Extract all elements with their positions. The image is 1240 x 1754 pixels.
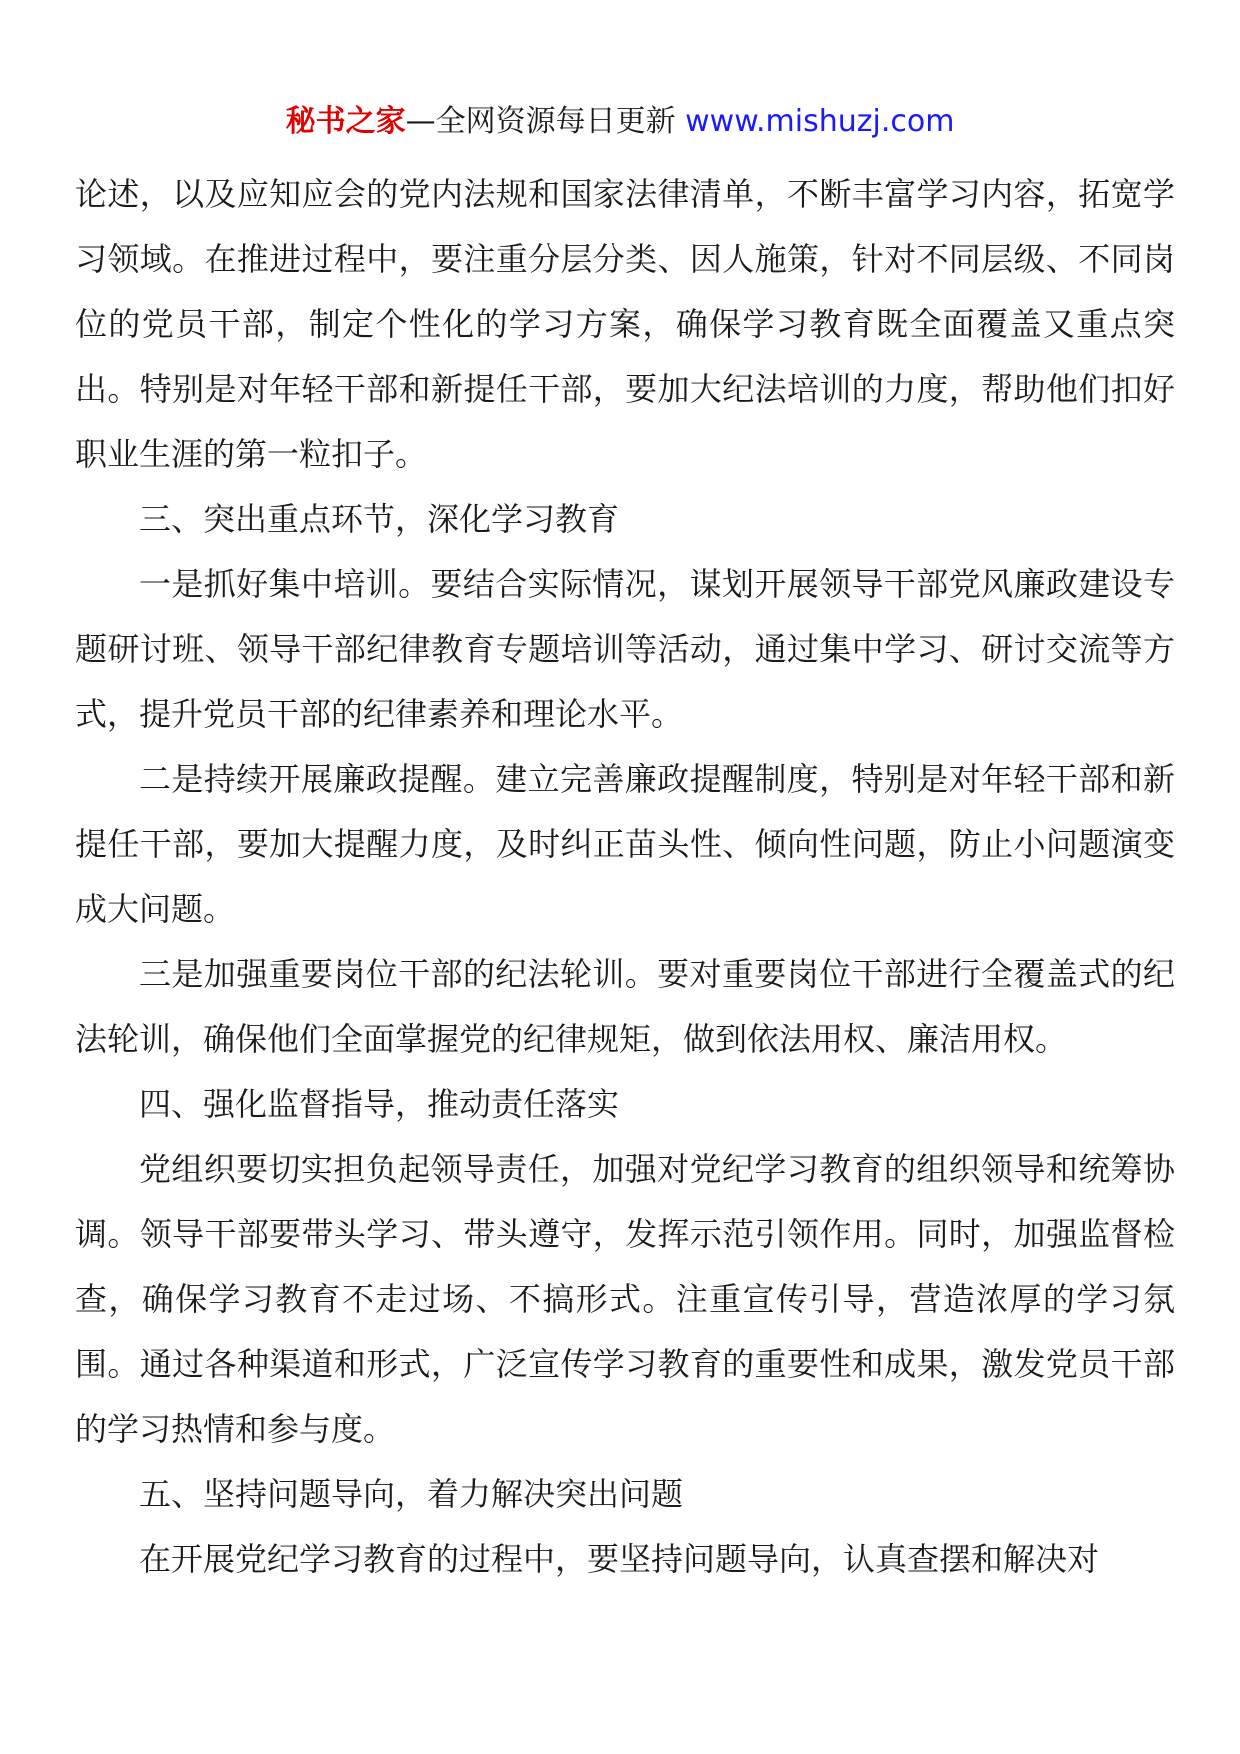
section-heading: 三、突出重点环节，深化学习教育 xyxy=(139,500,620,538)
paragraph: 在开展党纪学习教育的过程中，要坚持问题导向，认真查摆和解决对 xyxy=(139,1540,1100,1578)
paragraph: 一是抓好集中培训。要结合实际情况，谋划开展领导干部党风廉政建设专题研讨班、领导干部纪律教育专题培训等活动，通过集中学习、研讨交流等方式，提升党员干部的纪律素养和理论水平。 xyxy=(75,565,1175,733)
section-heading: 四、强化监督指导，推动责任落实 xyxy=(139,1085,620,1123)
brand-name: 秘书之家 xyxy=(285,104,406,139)
paragraph: 二是持续开展廉政提醒。建立完善廉政提醒制度，特别是对年轻干部和新提任干部，要加大提醒力度，及时纠正苗头性、倾向性问题，防止小问题演变成大问题。 xyxy=(75,760,1175,928)
paragraph: 三是加强重要岗位干部的纪法轮训。要对重要岗位干部进行全覆盖式的纪法轮训，确保他们全面掌握党的纪律规矩，做到依法用权、廉洁用权。 xyxy=(75,955,1175,1058)
header-slogan: —全网资源每日更新 xyxy=(405,104,686,139)
paragraph: 党组织要切实担负起领导责任，加强对党纪学习教育的组织领导和统筹协调。领导干部要带头学习、带头遵守，发挥示范引领作用。同时，加强监督检查，确保学习教育不走过场、不搞形式。注重宣传引导，营造浓厚的学习氛围。通过各种渠道和形式，广泛宣传学习教育的重要性和成果，激发党员干部的学习热情和参与度。 xyxy=(75,1150,1175,1448)
site-url[interactable]: www.mishuzj.com xyxy=(685,104,955,139)
paragraph: 论述，以及应知应会的党内法规和国家法律清单，不断丰富学习内容，拓宽学习领域。在推进过程中，要注重分层分类、因人施策，针对不同层级、不同岗位的党员干部，制定个性化的学习方案，确保学习教育既全面覆盖又重点突出。特别是对年轻干部和新提任干部，要加大纪法培训的力度，帮助他们扣好职业生涯的第一粒扣子。 xyxy=(75,175,1175,473)
watermark-header xyxy=(0,102,1240,142)
document-body xyxy=(75,162,1175,1592)
section-heading: 五、坚持问题导向，着力解决突出问题 xyxy=(139,1475,684,1513)
